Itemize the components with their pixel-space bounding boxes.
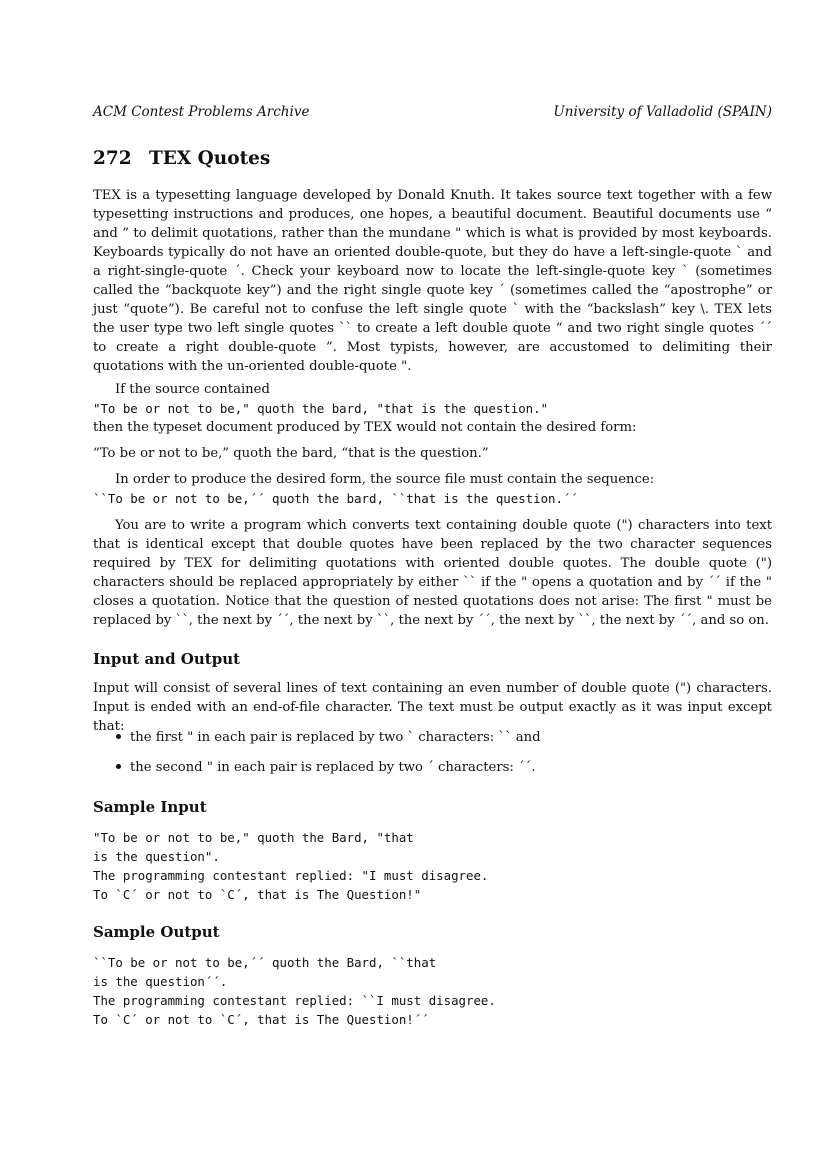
- typeset-example: “To be or not to be,” quoth the bard, “that is the question.”: [93, 446, 489, 461]
- problem-title: [93, 148, 270, 169]
- io-heading: Input and Output: [93, 650, 241, 668]
- bullet-icon: [116, 764, 121, 769]
- problem-name: TEX Quotes: [149, 148, 271, 169]
- source-example: "To be or not to be," quoth the bard, "that is the question.": [93, 401, 549, 416]
- code-line: is the question".: [93, 849, 220, 864]
- problem-number: 272: [93, 148, 132, 169]
- running-head-left: ACM Contest Problems Archive: [93, 104, 310, 120]
- sample-input-heading: Sample Input: [93, 798, 207, 816]
- intro-paragraph: TEX is a typesetting language developed by Donald Knuth. It takes source text together with a few typesetting instructions and produces, one hopes, a beautiful document. Beautiful documents use “ and ” to delimit quotations, rather than the mundane " which is what is provided by most keyboards. Keyboards typically do not have an oriented double-quote, but they do have a left-single-quote ` and a right-single-quote ´. Check your keyboard now to locate the left-single-quote key ` (sometimes called the “backquote key”) and the right single quote key ´ (sometimes called the “apostrophe” or just “quote”). Be careful not to confuse the left single quote ` with the “backslash” key \. TEX lets the user type two left single quotes `` to create a left double quote “ and two right single quotes ´´ to create a right double-quote ”. Most typists, however, are accustomed to delimiting their quotations with the un-oriented double-quote ".: [93, 188, 772, 374]
- running-head-right: University of Valladolid (SPAIN): [553, 104, 772, 120]
- code-line: To `C´ or not to `C´, that is The Question!´´: [93, 1012, 429, 1027]
- code-line: is the question´´.: [93, 974, 228, 989]
- running-head: [93, 104, 772, 122]
- typeset-intro: then the typeset document produced by TEX would not contain the desired form:: [93, 420, 637, 435]
- bullet-text: the first " in each pair is replaced by two ` characters: `` and: [130, 730, 541, 745]
- bullet-item: [116, 730, 541, 745]
- task-paragraph: You are to write a program which converts text containing double quote (") characters into text that is identical except that double quotes have been replaced by the two character sequences required by TEX for delimiting quotations with oriented double quotes. The double quote (") characters should be replaced appropriately by either `` if the " opens a quotation and by ´´ if the " closes a quotation. Notice that the question of nested quotations does not arise: The first " must be replaced by ``, the next by ´´, the next by ``, the next by ´´, the next by ``, the next by ´´, and so on.: [93, 518, 772, 628]
- code-line: The programming contestant replied: "I must disagree.: [93, 868, 489, 883]
- source-intro: If the source contained: [115, 382, 270, 397]
- desired-example: ``To be or not to be,´´ quoth the bard, ``that is the question.´´: [93, 491, 578, 506]
- sample-output-heading: Sample Output: [93, 923, 220, 941]
- code-line: The programming contestant replied: ``I must disagree.: [93, 993, 496, 1008]
- bullet-item: [116, 760, 535, 775]
- sample-input-block: [93, 828, 488, 904]
- sample-output-block: [93, 953, 496, 1029]
- bullet-text: the second " in each pair is replaced by two ´ characters: ´´.: [130, 760, 536, 775]
- bullet-icon: [116, 734, 121, 739]
- code-line: To `C´ or not to `C´, that is The Question!": [93, 887, 422, 902]
- code-line: "To be or not to be," quoth the Bard, "that: [93, 830, 414, 845]
- code-line: ``To be or not to be,´´ quoth the Bard, ``that: [93, 955, 437, 970]
- io-paragraph: Input will consist of several lines of text containing an even number of double quote (") characters. Input is ended with an end-of-file character. The text must be output exactly as it was input except that:: [93, 681, 772, 734]
- desired-intro: In order to produce the desired form, the source file must contain the sequence:: [115, 472, 655, 487]
